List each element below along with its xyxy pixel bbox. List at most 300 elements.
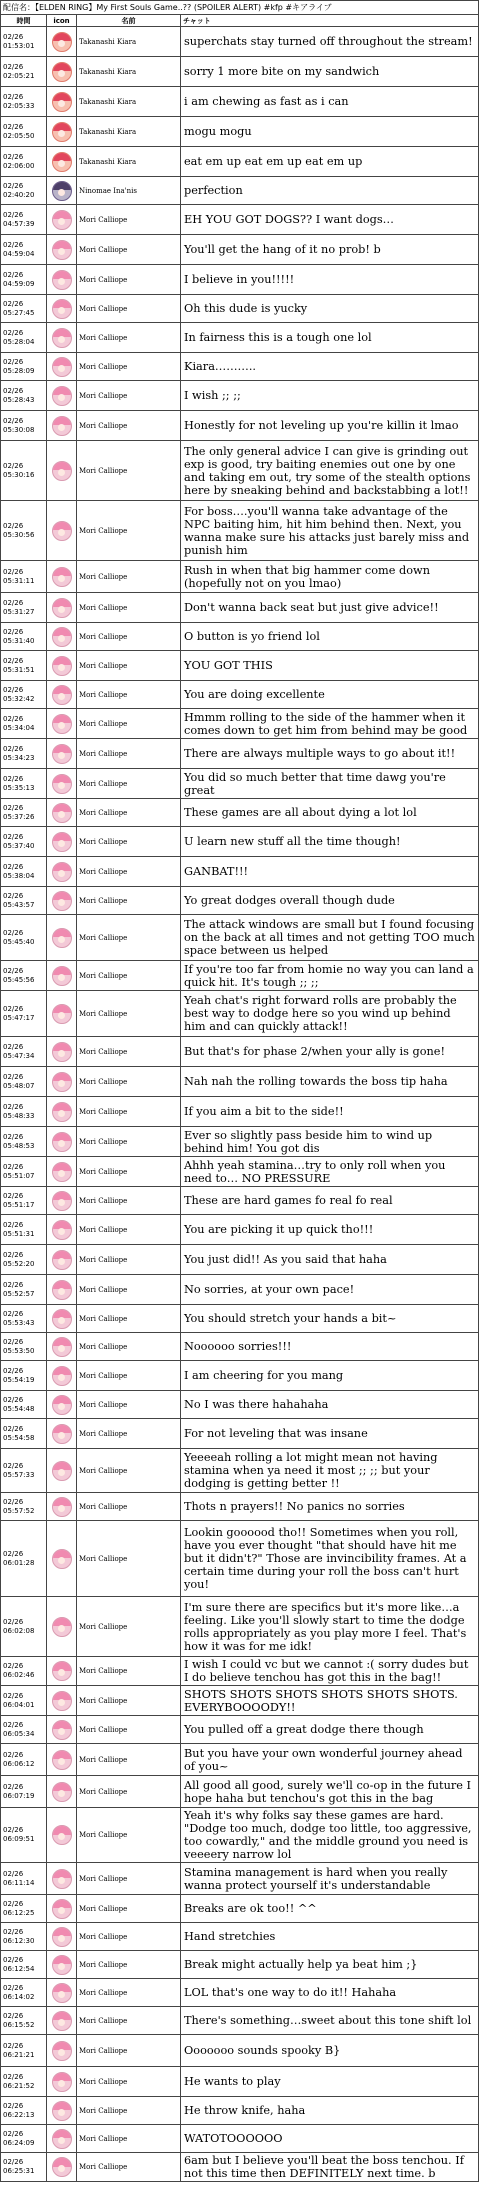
table-row xyxy=(1,1521,479,1597)
user-name: Mori Calliope xyxy=(77,1657,181,1686)
message-time: 02/26 05:31:11 xyxy=(1,561,47,593)
avatar xyxy=(52,1750,72,1770)
table-row xyxy=(1,593,479,623)
avatar xyxy=(52,1072,72,1092)
user-avatar-cell xyxy=(47,887,77,915)
message-time: 02/26 06:02:46 xyxy=(1,1657,47,1686)
user-name: Mori Calliope xyxy=(77,1037,181,1067)
table-row xyxy=(1,2067,479,2097)
chat-message: SHOTS SHOTS SHOTS SHOTS SHOTS SHOTS. EVERYBOOOODY!! xyxy=(181,1686,479,1716)
user-name: Mori Calliope xyxy=(77,857,181,887)
table-row xyxy=(1,1157,479,1187)
table-header-row xyxy=(1,15,479,27)
chat-message: I am cheering for you mang xyxy=(181,1361,479,1391)
table-row xyxy=(1,1979,479,2007)
message-time: 02/26 05:52:20 xyxy=(1,1245,47,1275)
user-avatar-cell xyxy=(47,1245,77,1275)
user-avatar-cell xyxy=(47,353,77,381)
user-name: Mori Calliope xyxy=(77,709,181,739)
user-avatar-cell xyxy=(47,1361,77,1391)
message-time: 02/26 06:21:52 xyxy=(1,2067,47,2097)
table-row xyxy=(1,1305,479,1333)
user-name: Takanashi Kiara xyxy=(77,87,181,117)
user-name: Mori Calliope xyxy=(77,1097,181,1127)
user-name: Mori Calliope xyxy=(77,2007,181,2035)
avatar xyxy=(52,1162,72,1182)
user-avatar-cell xyxy=(47,2097,77,2125)
user-avatar-cell xyxy=(47,177,77,205)
message-time: 02/26 05:54:58 xyxy=(1,1419,47,1449)
avatar xyxy=(52,1280,72,1300)
user-name: Mori Calliope xyxy=(77,651,181,681)
user-name: Mori Calliope xyxy=(77,593,181,623)
avatar xyxy=(52,1955,72,1975)
chat-message: If you aim a bit to the side!! xyxy=(181,1097,479,1127)
avatar xyxy=(52,2041,72,2061)
user-avatar-cell xyxy=(47,1305,77,1333)
chat-message: Lookin goooood tho!! Sometimes when you roll, have you ever thought "that should have hit me but it didn't?" Those are invincibility frames. At a certain time during your roll the boss can't hurt you! xyxy=(181,1521,479,1597)
avatar xyxy=(52,386,72,406)
user-name: Mori Calliope xyxy=(77,265,181,295)
user-name: Mori Calliope xyxy=(77,1333,181,1361)
avatar xyxy=(52,1691,72,1711)
message-time: 02/26 04:59:04 xyxy=(1,235,47,265)
table-row xyxy=(1,411,479,441)
message-time: 02/26 05:45:40 xyxy=(1,915,47,961)
user-avatar-cell xyxy=(47,1275,77,1305)
avatar xyxy=(52,92,72,112)
chat-message: Yeah it's why folks say these games are hard. "Dodge too much, dodge too little, too aggressive, too cowardly," and the middle ground you need is veeeery narrow lol xyxy=(181,1808,479,1863)
user-name: Mori Calliope xyxy=(77,1979,181,2007)
avatar xyxy=(52,966,72,986)
user-avatar-cell xyxy=(47,1895,77,1923)
user-avatar-cell xyxy=(47,1493,77,1521)
avatar xyxy=(52,1004,72,1024)
message-time: 02/26 06:12:54 xyxy=(1,1951,47,1979)
user-avatar-cell xyxy=(47,709,77,739)
avatar xyxy=(52,62,72,82)
user-name: Takanashi Kiara xyxy=(77,57,181,87)
user-avatar-cell xyxy=(47,27,77,57)
user-avatar-cell xyxy=(47,501,77,561)
message-time: 02/26 05:30:16 xyxy=(1,441,47,501)
message-time: 02/26 05:30:56 xyxy=(1,501,47,561)
chat-message: Don't wanna back seat but just give advice!! xyxy=(181,593,479,623)
column-header-name: 名前 xyxy=(77,15,181,27)
avatar xyxy=(52,210,72,230)
message-time: 02/26 05:57:52 xyxy=(1,1493,47,1521)
table-row xyxy=(1,1245,479,1275)
chat-message: The attack windows are small but I found focusing on the back at all times and not getting TOO much space between us helped xyxy=(181,915,479,961)
user-name: Mori Calliope xyxy=(77,827,181,857)
user-name: Mori Calliope xyxy=(77,411,181,441)
user-avatar-cell xyxy=(47,1419,77,1449)
message-time: 02/26 06:24:09 xyxy=(1,2125,47,2153)
chat-message: You are picking it up quick tho!!! xyxy=(181,1215,479,1245)
chat-rows xyxy=(1,27,479,2182)
avatar xyxy=(52,416,72,436)
table-row xyxy=(1,381,479,411)
user-avatar-cell xyxy=(47,1333,77,1361)
table-row xyxy=(1,681,479,709)
user-name: Mori Calliope xyxy=(77,1157,181,1187)
message-time: 02/26 05:37:40 xyxy=(1,827,47,857)
message-time: 02/26 05:45:56 xyxy=(1,961,47,991)
table-row xyxy=(1,1361,479,1391)
user-avatar-cell xyxy=(47,1863,77,1895)
user-avatar-cell xyxy=(47,1776,77,1808)
chat-message: You just did!! As you said that haha xyxy=(181,1245,479,1275)
user-name: Mori Calliope xyxy=(77,681,181,709)
message-time: 02/26 05:47:17 xyxy=(1,991,47,1037)
message-time: 02/26 06:21:21 xyxy=(1,2035,47,2067)
avatar xyxy=(52,521,72,541)
user-avatar-cell xyxy=(47,235,77,265)
message-time: 02/26 06:04:01 xyxy=(1,1686,47,1716)
avatar xyxy=(52,598,72,618)
chat-message: WATOTOOOOOO xyxy=(181,2125,479,2153)
user-name: Mori Calliope xyxy=(77,915,181,961)
avatar xyxy=(52,1337,72,1357)
table-row xyxy=(1,177,479,205)
user-name: Takanashi Kiara xyxy=(77,27,181,57)
message-time: 02/26 02:05:21 xyxy=(1,57,47,87)
avatar xyxy=(52,567,72,587)
chat-message: LOL that's one way to do it!! Hahaha xyxy=(181,1979,479,2007)
user-avatar-cell xyxy=(47,323,77,353)
user-avatar-cell xyxy=(47,1521,77,1597)
user-avatar-cell xyxy=(47,1067,77,1097)
chat-message: For boss….you'll wanna take advantage of the NPC baiting him, hit him behind then. Next, you wanna make sure his attacks just barely miss and punish him xyxy=(181,501,479,561)
user-name: Mori Calliope xyxy=(77,1449,181,1493)
user-avatar-cell xyxy=(47,1391,77,1419)
table-row xyxy=(1,1597,479,1657)
user-avatar-cell xyxy=(47,739,77,769)
avatar xyxy=(52,1927,72,1947)
stream-title: 配信名：【ELDEN RING】My First Souls Game..?? (SPOILER ALERT) #kfp #キアライブ xyxy=(0,0,479,14)
user-avatar-cell xyxy=(47,411,77,441)
avatar xyxy=(52,240,72,260)
table-row xyxy=(1,1923,479,1951)
message-time: 02/26 06:15:52 xyxy=(1,2007,47,2035)
chat-message: He wants to play xyxy=(181,2067,479,2097)
column-header-icon: icon xyxy=(47,15,77,27)
table-row xyxy=(1,441,479,501)
user-avatar-cell xyxy=(47,2125,77,2153)
chat-message: There are always multiple ways to go about it!! xyxy=(181,739,479,769)
user-name: Mori Calliope xyxy=(77,2067,181,2097)
message-time: 02/26 05:31:40 xyxy=(1,623,47,651)
table-row xyxy=(1,1686,479,1716)
message-time: 02/26 05:48:07 xyxy=(1,1067,47,1097)
user-avatar-cell xyxy=(47,87,77,117)
user-name: Mori Calliope xyxy=(77,2125,181,2153)
avatar xyxy=(52,744,72,764)
table-row xyxy=(1,205,479,235)
column-header-chat: チャット xyxy=(181,15,479,27)
table-row xyxy=(1,2007,479,2035)
table-row xyxy=(1,1808,479,1863)
user-name: Mori Calliope xyxy=(77,1391,181,1419)
table-row xyxy=(1,857,479,887)
chat-message: I'm sure there are specifics but it's more like…a feeling. Like you'll slowly start to time the dodge rolls appropriately as you play more I feel. That's how it was for me idk! xyxy=(181,1597,479,1657)
message-time: 02/26 05:35:13 xyxy=(1,769,47,799)
table-row xyxy=(1,501,479,561)
table-row xyxy=(1,1127,479,1157)
chat-message: U learn new stuff all the time though! xyxy=(181,827,479,857)
user-avatar-cell xyxy=(47,295,77,323)
user-avatar-cell xyxy=(47,1923,77,1951)
user-name: Takanashi Kiara xyxy=(77,117,181,147)
table-row xyxy=(1,561,479,593)
message-time: 02/26 06:02:08 xyxy=(1,1597,47,1657)
message-time: 02/26 05:53:50 xyxy=(1,1333,47,1361)
avatar xyxy=(52,1395,72,1415)
avatar xyxy=(52,122,72,142)
table-row xyxy=(1,769,479,799)
user-avatar-cell xyxy=(47,1597,77,1657)
chat-message: Yo great dodges overall though dude xyxy=(181,887,479,915)
table-row xyxy=(1,1275,479,1305)
user-name: Mori Calliope xyxy=(77,441,181,501)
chat-message: For not leveling that was insane xyxy=(181,1419,479,1449)
user-name: Mori Calliope xyxy=(77,1923,181,1951)
chat-message: But that's for phase 2/when your ally is gone! xyxy=(181,1037,479,1067)
message-time: 02/26 05:48:33 xyxy=(1,1097,47,1127)
table-row xyxy=(1,147,479,177)
user-avatar-cell xyxy=(47,961,77,991)
chat-message: You did so much better that time dawg you're great xyxy=(181,769,479,799)
chat-message: eat em up eat em up eat em up xyxy=(181,147,479,177)
user-avatar-cell xyxy=(47,57,77,87)
chat-message: Ahhh yeah stamina…try to only roll when you need to… NO PRESSURE xyxy=(181,1157,479,1187)
avatar xyxy=(52,803,72,823)
user-avatar-cell xyxy=(47,1744,77,1776)
avatar xyxy=(52,1220,72,1240)
chat-message: Ooooooo sounds spooky B} xyxy=(181,2035,479,2067)
table-row xyxy=(1,265,479,295)
table-row xyxy=(1,57,479,87)
table-row xyxy=(1,651,479,681)
table-row xyxy=(1,799,479,827)
chat-message: I believe in you!!!!! xyxy=(181,265,479,295)
avatar xyxy=(52,1497,72,1517)
user-name: Mori Calliope xyxy=(77,561,181,593)
message-time: 02/26 06:12:30 xyxy=(1,1923,47,1951)
chat-message: No sorries, at your own pace! xyxy=(181,1275,479,1305)
avatar xyxy=(52,32,72,52)
user-name: Mori Calliope xyxy=(77,623,181,651)
user-name: Mori Calliope xyxy=(77,1776,181,1808)
avatar xyxy=(52,862,72,882)
chat-message: superchats stay turned off throughout the stream! xyxy=(181,27,479,57)
table-row xyxy=(1,1187,479,1215)
chat-message: mogu mogu xyxy=(181,117,479,147)
table-row xyxy=(1,915,479,961)
table-row xyxy=(1,1037,479,1067)
user-name: Mori Calliope xyxy=(77,769,181,799)
message-time: 02/26 06:09:51 xyxy=(1,1808,47,1863)
table-row xyxy=(1,295,479,323)
chat-message: I wish ;; ;; xyxy=(181,381,479,411)
message-time: 02/26 02:05:33 xyxy=(1,87,47,117)
user-name: Mori Calliope xyxy=(77,1215,181,1245)
chat-message: These are hard games fo real fo real xyxy=(181,1187,479,1215)
chat-message: You'll get the hang of it no prob! b xyxy=(181,235,479,265)
user-avatar-cell xyxy=(47,915,77,961)
message-time: 02/26 05:30:08 xyxy=(1,411,47,441)
avatar xyxy=(52,1617,72,1637)
message-time: 02/26 06:07:19 xyxy=(1,1776,47,1808)
chat-message: GANBAT!!! xyxy=(181,857,479,887)
table-row xyxy=(1,1716,479,1744)
avatar xyxy=(52,328,72,348)
user-avatar-cell xyxy=(47,1097,77,1127)
user-avatar-cell xyxy=(47,593,77,623)
chat-message: You should stretch your hands a bit~ xyxy=(181,1305,479,1333)
message-time: 02/26 05:51:07 xyxy=(1,1157,47,1187)
message-time: 02/26 05:52:57 xyxy=(1,1275,47,1305)
user-name: Mori Calliope xyxy=(77,2097,181,2125)
user-name: Mori Calliope xyxy=(77,381,181,411)
user-avatar-cell xyxy=(47,651,77,681)
avatar xyxy=(52,891,72,911)
message-time: 02/26 06:05:34 xyxy=(1,1716,47,1744)
user-name: Mori Calliope xyxy=(77,1419,181,1449)
user-avatar-cell xyxy=(47,827,77,857)
table-row xyxy=(1,2035,479,2067)
chat-message: Noooooo sorries!!! xyxy=(181,1333,479,1361)
table-row xyxy=(1,2097,479,2125)
message-time: 02/26 05:53:43 xyxy=(1,1305,47,1333)
chat-message: I wish I could vc but we cannot :( sorry dudes but I do believe tenchou has got this in the bag!! xyxy=(181,1657,479,1686)
user-avatar-cell xyxy=(47,205,77,235)
table-row xyxy=(1,1863,479,1895)
avatar xyxy=(52,1309,72,1329)
table-row xyxy=(1,235,479,265)
chat-message: i am chewing as fast as i can xyxy=(181,87,479,117)
message-time: 02/26 05:38:04 xyxy=(1,857,47,887)
user-name: Mori Calliope xyxy=(77,353,181,381)
user-name: Mori Calliope xyxy=(77,961,181,991)
user-avatar-cell xyxy=(47,1716,77,1744)
table-row xyxy=(1,623,479,651)
user-avatar-cell xyxy=(47,147,77,177)
message-time: 02/26 06:22:13 xyxy=(1,2097,47,2125)
chat-message: Thots n prayers!! No panics no sorries xyxy=(181,1493,479,1521)
message-time: 02/26 05:51:17 xyxy=(1,1187,47,1215)
chat-message: Honestly for not leveling up you're killin it lmao xyxy=(181,411,479,441)
chat-message: Ever so slightly pass beside him to wind up behind him! You got dis xyxy=(181,1127,479,1157)
chat-message: He throw knife, haha xyxy=(181,2097,479,2125)
user-name: Mori Calliope xyxy=(77,799,181,827)
avatar xyxy=(52,714,72,734)
avatar xyxy=(52,299,72,319)
table-row xyxy=(1,2153,479,2182)
user-name: Mori Calliope xyxy=(77,1305,181,1333)
avatar xyxy=(52,2072,72,2092)
message-time: 02/26 06:06:12 xyxy=(1,1744,47,1776)
column-header-time: 時間 xyxy=(1,15,47,27)
user-name: Mori Calliope xyxy=(77,205,181,235)
message-time: 02/26 06:01:28 xyxy=(1,1521,47,1597)
message-time: 02/26 05:37:26 xyxy=(1,799,47,827)
table-row xyxy=(1,709,479,739)
user-name: Mori Calliope xyxy=(77,1067,181,1097)
user-name: Mori Calliope xyxy=(77,739,181,769)
table-row xyxy=(1,1744,479,1776)
avatar xyxy=(52,2157,72,2177)
table-row xyxy=(1,991,479,1037)
message-time: 02/26 05:51:31 xyxy=(1,1215,47,1245)
message-time: 02/26 05:43:57 xyxy=(1,887,47,915)
user-name: Mori Calliope xyxy=(77,1716,181,1744)
user-name: Mori Calliope xyxy=(77,295,181,323)
table-row xyxy=(1,1493,479,1521)
avatar xyxy=(52,1132,72,1152)
avatar xyxy=(52,1899,72,1919)
message-time: 02/26 05:54:19 xyxy=(1,1361,47,1391)
message-time: 02/26 05:27:45 xyxy=(1,295,47,323)
avatar xyxy=(52,1250,72,1270)
avatar xyxy=(52,1782,72,1802)
user-avatar-cell xyxy=(47,769,77,799)
avatar xyxy=(52,1366,72,1386)
user-avatar-cell xyxy=(47,799,77,827)
user-name: Mori Calliope xyxy=(77,1863,181,1895)
user-name: Mori Calliope xyxy=(77,1127,181,1157)
chat-message: But you have your own wonderful journey ahead of you~ xyxy=(181,1744,479,1776)
avatar xyxy=(52,357,72,377)
user-avatar-cell xyxy=(47,2067,77,2097)
message-time: 02/26 05:28:43 xyxy=(1,381,47,411)
chat-message: You are doing excellente xyxy=(181,681,479,709)
user-avatar-cell xyxy=(47,265,77,295)
avatar xyxy=(52,1102,72,1122)
message-time: 02/26 02:05:50 xyxy=(1,117,47,147)
user-avatar-cell xyxy=(47,2007,77,2035)
avatar xyxy=(52,181,72,201)
message-time: 02/26 04:59:09 xyxy=(1,265,47,295)
table-row xyxy=(1,1449,479,1493)
message-time: 02/26 06:12:25 xyxy=(1,1895,47,1923)
user-name: Mori Calliope xyxy=(77,501,181,561)
chat-message: Yeah chat's right forward rolls are probably the best way to dodge here so you wind up behind him and can quickly attack!! xyxy=(181,991,479,1037)
avatar xyxy=(52,1869,72,1889)
avatar xyxy=(52,1424,72,1444)
avatar xyxy=(52,656,72,676)
user-avatar-cell xyxy=(47,1157,77,1187)
table-row xyxy=(1,1419,479,1449)
user-avatar-cell xyxy=(47,441,77,501)
chat-message: There's something…sweet about this tone shift lol xyxy=(181,2007,479,2035)
chat-message: sorry 1 more bite on my sandwich xyxy=(181,57,479,87)
user-name: Mori Calliope xyxy=(77,235,181,265)
user-name: Mori Calliope xyxy=(77,1597,181,1657)
chat-message: Breaks are ok too!! ^^ xyxy=(181,1895,479,1923)
user-avatar-cell xyxy=(47,681,77,709)
user-avatar-cell xyxy=(47,991,77,1037)
chat-message: These games are all about dying a lot lol xyxy=(181,799,479,827)
user-name: Mori Calliope xyxy=(77,1895,181,1923)
avatar xyxy=(52,461,72,481)
avatar xyxy=(52,1661,72,1681)
table-row xyxy=(1,323,479,353)
user-name: Mori Calliope xyxy=(77,1245,181,1275)
table-row xyxy=(1,353,479,381)
chat-message: If you're too far from homie no way you can land a quick hit. It's tough ;; ;; xyxy=(181,961,479,991)
chat-message: In fairness this is a tough one lol xyxy=(181,323,479,353)
